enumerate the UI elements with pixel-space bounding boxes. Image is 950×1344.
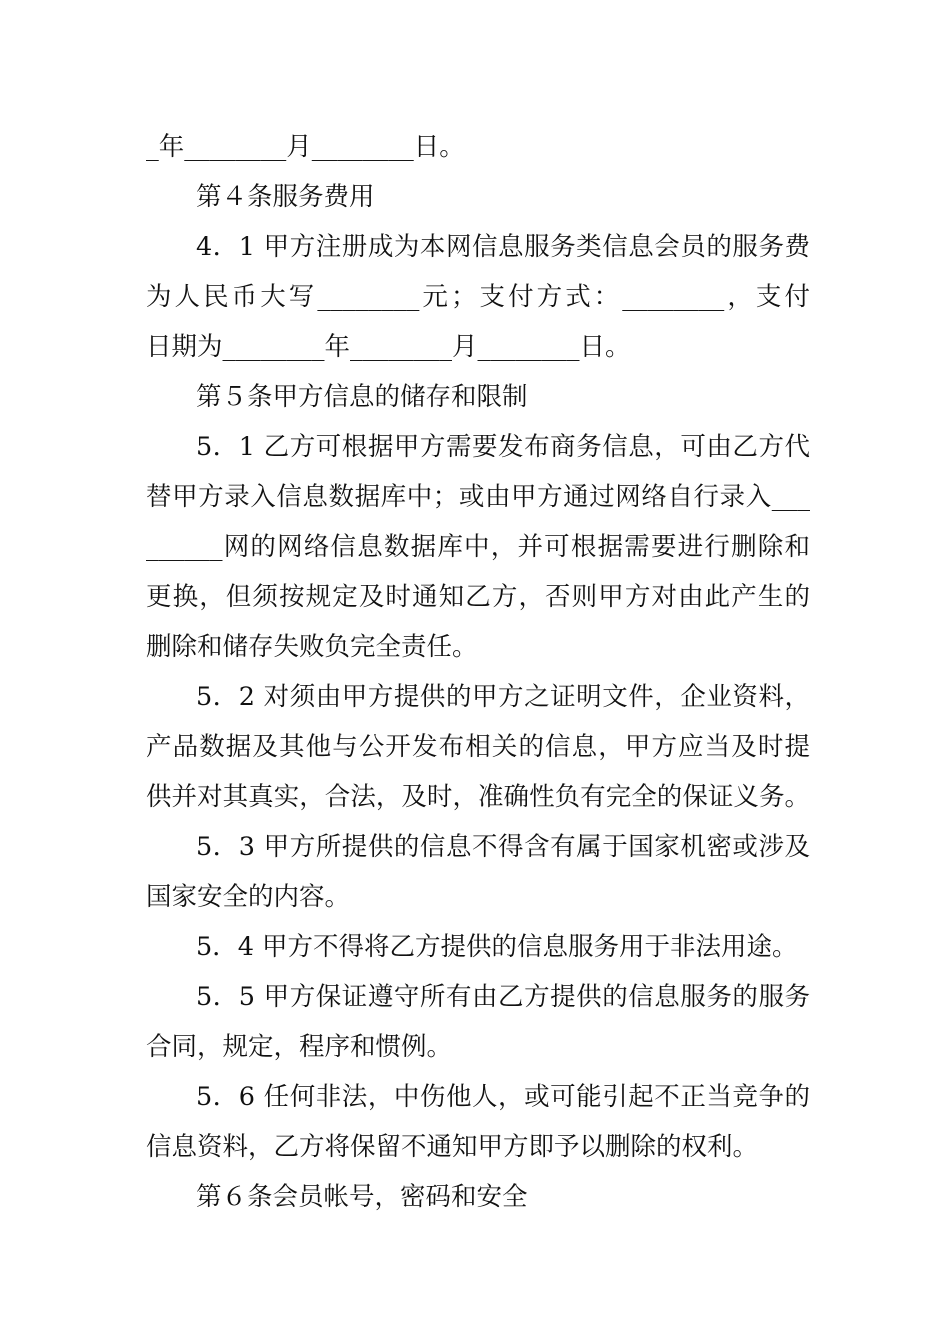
text-line: 日期为________年________月________日。	[146, 332, 631, 362]
text-line: 5．2 对须由甲方提供的甲方之证明文件，企业资料，	[196, 682, 810, 712]
document-page	[146, 122, 810, 1222]
text-line: 信息资料，乙方将保留不通知甲方即予以删除的权利。	[146, 1132, 759, 1162]
text-line: 4．1 甲方注册成为本网信息服务类信息会员的服务费	[196, 232, 810, 262]
text-line: 删除和储存失败负完全责任。	[146, 632, 478, 662]
text-line: 供并对其真实，合法，及时，准确性负有完全的保证义务。	[146, 782, 810, 812]
text-line: 5．6 任何非法，中伤他人，或可能引起不正当竞争的	[196, 1082, 810, 1112]
text-line: _年________月________日。	[146, 132, 465, 162]
text-line: 国家安全的内容。	[146, 882, 351, 912]
text-line: 5．1 乙方可根据甲方需要发布商务信息，可由乙方代	[196, 432, 810, 462]
text-line: 第４条服务费用	[196, 182, 375, 212]
text-line: 替甲方录入信息数据库中；或由甲方通过网络自行录入___	[146, 482, 810, 512]
text-line: 5．4 甲方不得将乙方提供的信息服务用于非法用途。	[196, 932, 798, 962]
text-line: 第６条会员帐号，密码和安全	[196, 1182, 528, 1212]
text-line: 为人民币大写________元；支付方式：________，支付	[146, 282, 810, 312]
text-line: 产品数据及其他与公开发布相关的信息，甲方应当及时提	[146, 732, 810, 762]
text-line: 5．3 甲方所提供的信息不得含有属于国家机密或涉及	[196, 832, 810, 862]
text-line: 更换，但须按规定及时通知乙方，否则甲方对由此产生的	[146, 582, 810, 612]
text-line: ______网的网络信息数据库中，并可根据需要进行删除和	[146, 532, 810, 562]
text-line: 合同，规定，程序和惯例。	[146, 1032, 453, 1062]
text-line: 第５条甲方信息的储存和限制	[196, 382, 528, 412]
text-line: 5．5 甲方保证遵守所有由乙方提供的信息服务的服务	[196, 982, 810, 1012]
